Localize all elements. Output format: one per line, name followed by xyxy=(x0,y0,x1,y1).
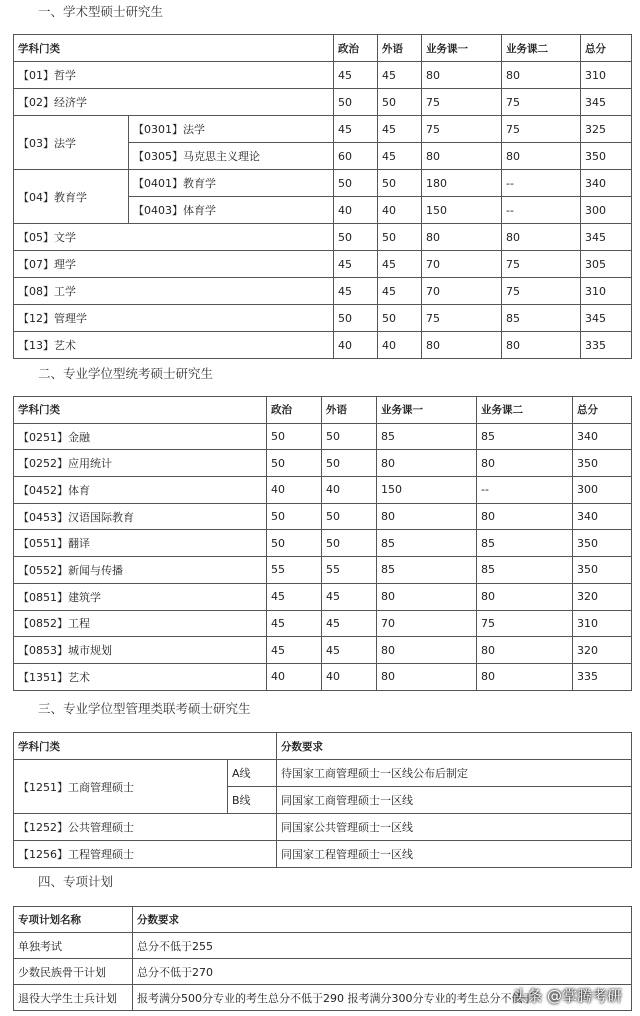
total-score-cell: 320 xyxy=(573,583,632,610)
category-cell: 【1252】公共管理硕士 xyxy=(14,814,277,841)
foreign-lang-cell: 50 xyxy=(322,503,377,530)
total-score-cell: 325 xyxy=(581,116,632,143)
course-2-cell: 80 xyxy=(502,143,581,170)
category-cell: 【0551】翻译 xyxy=(14,530,267,557)
section-4-title: 四、专项计划 xyxy=(38,874,114,889)
subcategory-cell: 【0401】教育学 xyxy=(129,170,334,197)
category-cell: 【12】管理学 xyxy=(14,305,334,332)
total-score-cell: 310 xyxy=(581,278,632,305)
category-cell: 【0453】汉语国际教育 xyxy=(14,503,267,530)
line-label-cell: A线 xyxy=(228,760,277,787)
course-1-cell: 75 xyxy=(422,305,502,332)
table-row xyxy=(14,583,632,610)
course-2-cell: 85 xyxy=(477,557,573,584)
course-1-cell: 80 xyxy=(377,663,477,690)
category-cell: 【08】工学 xyxy=(14,278,334,305)
course-2-cell: 80 xyxy=(502,224,581,251)
foreign-lang-cell: 40 xyxy=(378,197,422,224)
course-2-cell: -- xyxy=(502,197,581,224)
politics-cell: 50 xyxy=(267,503,322,530)
course-1-cell: 80 xyxy=(377,637,477,664)
table-row xyxy=(14,760,632,787)
requirement-cell: 总分不低于255 xyxy=(133,933,632,959)
header-category: 学科门类 xyxy=(14,733,277,760)
table-row xyxy=(14,450,632,477)
politics-cell: 50 xyxy=(267,530,322,557)
course-1-cell: 75 xyxy=(422,116,502,143)
table-row xyxy=(14,503,632,530)
header-politics: 政治 xyxy=(267,397,322,424)
total-score-cell: 305 xyxy=(581,251,632,278)
plan-name-cell: 单独考试 xyxy=(14,933,133,959)
foreign-lang-cell: 40 xyxy=(322,663,377,690)
category-cell: 【1351】艺术 xyxy=(14,663,267,690)
total-score-cell: 335 xyxy=(573,663,632,690)
politics-cell: 40 xyxy=(334,332,378,359)
header-foreign: 外语 xyxy=(322,397,377,424)
foreign-lang-cell: 45 xyxy=(322,583,377,610)
foreign-lang-cell: 45 xyxy=(322,610,377,637)
category-cell: 【1251】工商管理硕士 xyxy=(14,760,228,814)
professional-master-table xyxy=(13,396,632,691)
requirement-cell: 同国家公共管理硕士一区线 xyxy=(277,814,632,841)
course-2-cell: 75 xyxy=(502,116,581,143)
table-row xyxy=(14,637,632,664)
line-label-cell: B线 xyxy=(228,787,277,814)
category-cell: 【05】文学 xyxy=(14,224,334,251)
header-row xyxy=(14,907,632,933)
table-row xyxy=(14,278,632,305)
plan-name-cell: 少数民族骨干计划 xyxy=(14,959,133,985)
requirement-cell: 同国家工商管理硕士一区线 xyxy=(277,787,632,814)
category-cell: 【07】理学 xyxy=(14,251,334,278)
management-joint-exam-table xyxy=(13,732,632,868)
header-foreign: 外语 xyxy=(378,35,422,62)
table-row xyxy=(14,423,632,450)
header-row xyxy=(14,397,632,424)
foreign-lang-cell: 40 xyxy=(322,477,377,504)
foreign-lang-cell: 50 xyxy=(378,224,422,251)
requirement-cell: 总分不低于270 xyxy=(133,959,632,985)
politics-cell: 55 xyxy=(267,557,322,584)
foreign-lang-cell: 50 xyxy=(378,170,422,197)
politics-cell: 50 xyxy=(334,305,378,332)
course-2-cell: 80 xyxy=(477,637,573,664)
total-score-cell: 350 xyxy=(581,143,632,170)
category-cell: 【13】艺术 xyxy=(14,332,334,359)
section-2-title: 二、专业学位型统考硕士研究生 xyxy=(38,366,214,381)
course-1-cell: 80 xyxy=(422,143,502,170)
politics-cell: 50 xyxy=(334,170,378,197)
table-row xyxy=(14,933,632,959)
foreign-lang-cell: 40 xyxy=(378,332,422,359)
politics-cell: 50 xyxy=(267,423,322,450)
table-body xyxy=(14,35,632,359)
course-2-cell: 80 xyxy=(502,332,581,359)
total-score-cell: 300 xyxy=(573,477,632,504)
section-1-title: 一、学术型硕士研究生 xyxy=(38,4,164,19)
total-score-cell: 340 xyxy=(573,503,632,530)
politics-cell: 50 xyxy=(267,450,322,477)
course-2-cell: 75 xyxy=(502,278,581,305)
foreign-lang-cell: 45 xyxy=(378,116,422,143)
academic-master-table xyxy=(13,34,632,359)
header-row xyxy=(14,733,632,760)
header-row xyxy=(14,35,632,62)
table-row xyxy=(14,170,632,197)
foreign-lang-cell: 45 xyxy=(378,251,422,278)
table-row xyxy=(14,959,632,985)
politics-cell: 45 xyxy=(267,583,322,610)
course-1-cell: 75 xyxy=(422,89,502,116)
requirement-cell: 同国家工程管理硕士一区线 xyxy=(277,841,632,868)
total-score-cell: 335 xyxy=(581,332,632,359)
category-cell: 【0452】体育 xyxy=(14,477,267,504)
total-score-cell: 340 xyxy=(581,170,632,197)
header-politics: 政治 xyxy=(334,35,378,62)
header-requirement: 分数要求 xyxy=(133,907,632,933)
politics-cell: 45 xyxy=(334,62,378,89)
foreign-lang-cell: 45 xyxy=(378,62,422,89)
category-cell: 【01】哲学 xyxy=(14,62,334,89)
politics-cell: 45 xyxy=(267,610,322,637)
header-category: 学科门类 xyxy=(14,397,267,424)
table-row xyxy=(14,814,632,841)
table-row xyxy=(14,610,632,637)
course-2-cell: 85 xyxy=(477,423,573,450)
foreign-lang-cell: 55 xyxy=(322,557,377,584)
total-score-cell: 320 xyxy=(573,637,632,664)
politics-cell: 45 xyxy=(334,251,378,278)
header-course1: 业务课一 xyxy=(422,35,502,62)
foreign-lang-cell: 50 xyxy=(322,423,377,450)
table-row xyxy=(14,305,632,332)
course-1-cell: 80 xyxy=(377,503,477,530)
header-course2: 业务课二 xyxy=(502,35,581,62)
category-cell: 【0251】金融 xyxy=(14,423,267,450)
header-requirement: 分数要求 xyxy=(277,733,632,760)
foreign-lang-cell: 50 xyxy=(322,450,377,477)
category-cell: 【0853】城市规划 xyxy=(14,637,267,664)
course-2-cell: 80 xyxy=(477,583,573,610)
total-score-cell: 300 xyxy=(581,197,632,224)
foreign-lang-cell: 45 xyxy=(322,637,377,664)
table-row xyxy=(14,332,632,359)
header-category: 学科门类 xyxy=(14,35,334,62)
total-score-cell: 310 xyxy=(581,62,632,89)
foreign-lang-cell: 50 xyxy=(378,305,422,332)
requirement-cell: 待国家工商管理硕士一区线公布后制定 xyxy=(277,760,632,787)
category-cell: 【1256】工程管理硕士 xyxy=(14,841,277,868)
subcategory-cell: 【0305】马克思主义理论 xyxy=(129,143,334,170)
foreign-lang-cell: 45 xyxy=(378,278,422,305)
foreign-lang-cell: 50 xyxy=(322,530,377,557)
plan-name-cell: 退役大学生士兵计划 xyxy=(14,985,133,1011)
politics-cell: 40 xyxy=(267,477,322,504)
politics-cell: 50 xyxy=(334,89,378,116)
table-row xyxy=(14,62,632,89)
course-1-cell: 80 xyxy=(422,62,502,89)
course-1-cell: 80 xyxy=(422,224,502,251)
course-2-cell: 80 xyxy=(477,503,573,530)
header-total: 总分 xyxy=(581,35,632,62)
category-cell: 【03】法学 xyxy=(14,116,129,170)
table-row xyxy=(14,89,632,116)
table-row xyxy=(14,477,632,504)
category-cell: 【0552】新闻与传播 xyxy=(14,557,267,584)
course-1-cell: 70 xyxy=(422,251,502,278)
course-1-cell: 150 xyxy=(377,477,477,504)
politics-cell: 60 xyxy=(334,143,378,170)
table-row xyxy=(14,116,632,143)
total-score-cell: 310 xyxy=(573,610,632,637)
header-total: 总分 xyxy=(573,397,632,424)
header-course2: 业务课二 xyxy=(477,397,573,424)
subcategory-cell: 【0403】体育学 xyxy=(129,197,334,224)
category-cell: 【02】经济学 xyxy=(14,89,334,116)
course-2-cell: -- xyxy=(477,477,573,504)
total-score-cell: 350 xyxy=(573,557,632,584)
total-score-cell: 340 xyxy=(573,423,632,450)
foreign-lang-cell: 45 xyxy=(378,143,422,170)
category-cell: 【0252】应用统计 xyxy=(14,450,267,477)
section-3-title: 三、专业学位型管理类联考硕士研究生 xyxy=(38,701,251,716)
category-cell: 【0851】建筑学 xyxy=(14,583,267,610)
course-1-cell: 85 xyxy=(377,557,477,584)
category-cell: 【0852】工程 xyxy=(14,610,267,637)
politics-cell: 45 xyxy=(267,637,322,664)
course-2-cell: 85 xyxy=(502,305,581,332)
table-body xyxy=(14,733,632,868)
course-1-cell: 180 xyxy=(422,170,502,197)
table-row xyxy=(14,663,632,690)
politics-cell: 40 xyxy=(334,197,378,224)
table-row xyxy=(14,251,632,278)
course-2-cell: 75 xyxy=(477,610,573,637)
course-1-cell: 80 xyxy=(377,583,477,610)
course-2-cell: 80 xyxy=(477,450,573,477)
table-row xyxy=(14,557,632,584)
course-2-cell: 75 xyxy=(502,251,581,278)
total-score-cell: 345 xyxy=(581,305,632,332)
course-1-cell: 70 xyxy=(377,610,477,637)
subcategory-cell: 【0301】法学 xyxy=(129,116,334,143)
course-1-cell: 85 xyxy=(377,423,477,450)
table-body xyxy=(14,397,632,691)
course-1-cell: 70 xyxy=(422,278,502,305)
header-plan-name: 专项计划名称 xyxy=(14,907,133,933)
total-score-cell: 350 xyxy=(573,530,632,557)
course-2-cell: -- xyxy=(502,170,581,197)
course-2-cell: 85 xyxy=(477,530,573,557)
course-1-cell: 150 xyxy=(422,197,502,224)
category-cell: 【04】教育学 xyxy=(14,170,129,224)
politics-cell: 50 xyxy=(334,224,378,251)
course-2-cell: 75 xyxy=(502,89,581,116)
politics-cell: 40 xyxy=(267,663,322,690)
requirement-cell: 报考满分500分专业的考生总分不低于290 报考满分300分专业的考生总分不低于 xyxy=(133,985,632,1011)
total-score-cell: 345 xyxy=(581,224,632,251)
table-row xyxy=(14,224,632,251)
course-2-cell: 80 xyxy=(477,663,573,690)
politics-cell: 45 xyxy=(334,278,378,305)
total-score-cell: 350 xyxy=(573,450,632,477)
course-1-cell: 85 xyxy=(377,530,477,557)
watermark-text: 头条 @掌腾考研 xyxy=(512,987,622,1005)
header-course1: 业务课一 xyxy=(377,397,477,424)
politics-cell: 45 xyxy=(334,116,378,143)
course-1-cell: 80 xyxy=(422,332,502,359)
foreign-lang-cell: 50 xyxy=(378,89,422,116)
total-score-cell: 345 xyxy=(581,89,632,116)
course-2-cell: 80 xyxy=(502,62,581,89)
table-row xyxy=(14,841,632,868)
table-row xyxy=(14,530,632,557)
course-1-cell: 80 xyxy=(377,450,477,477)
